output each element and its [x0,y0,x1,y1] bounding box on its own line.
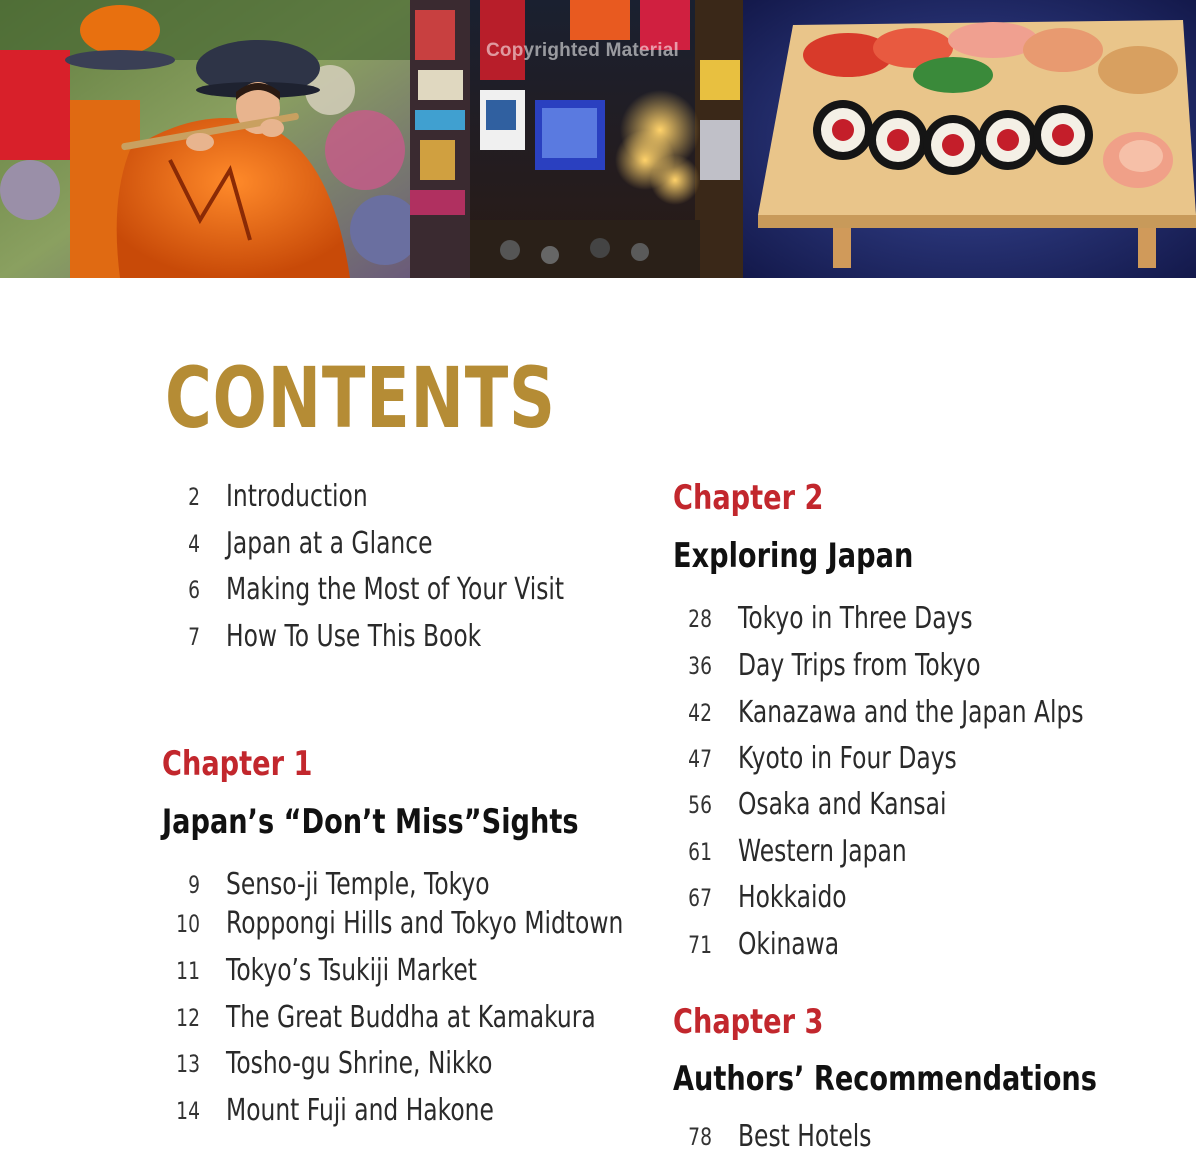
toc-page-number: 4 [188,530,200,558]
chapter2-title: Exploring Japan [673,536,914,576]
chapter3-title: Authors’ Recommendations [673,1059,1097,1099]
toc-entry-title: Mount Fuji and Hakone [226,1093,494,1128]
toc-page-number: 6 [188,576,200,604]
festival-flute-player-photo [0,0,410,278]
chapter1-kicker: Chapter 1 [162,744,313,784]
toc-page-number: 47 [688,745,712,773]
toc-entry-title: Japan at a Glance [226,526,433,561]
toc-page-number: 78 [688,1123,712,1151]
chapter2-kicker: Chapter 2 [673,478,824,518]
toc-page-number: 14 [176,1097,200,1125]
toc-entry-title: Tokyo in Three Days [738,601,973,636]
toc-entry-title: The Great Buddha at Kamakura [226,1000,596,1035]
toc-entry-title: Tosho-gu Shrine, Nikko [226,1046,493,1081]
toc-page-number: 67 [688,884,712,912]
toc-entry-title: Kanazawa and the Japan Alps [738,695,1084,730]
toc-page-number: 11 [176,957,200,985]
toc-page-number: 61 [688,838,712,866]
toc-page-number: 10 [176,910,200,938]
toc-page-number: 42 [688,699,712,727]
photo-banner [0,0,1196,278]
toc-entry-title: Roppongi Hills and Tokyo Midtown [226,906,624,941]
toc-entry-title: Osaka and Kansai [738,787,947,822]
toc-page-number: 36 [688,652,712,680]
toc-page-number: 71 [688,931,712,959]
toc-page-number: 56 [688,791,712,819]
copyright-watermark: Copyrighted Material [486,40,679,61]
chapter1-title: Japan’s “Don’t Miss”Sights [162,802,579,842]
contents-title: CONTENTS [165,349,556,447]
toc-entry-title: Making the Most of Your Visit [226,572,565,607]
toc-page-number: 12 [176,1004,200,1032]
toc-entry-title: Okinawa [738,927,840,962]
toc-entry-title: Tokyo’s Tsukiji Market [226,953,477,988]
toc-entry-title: How To Use This Book [226,619,482,654]
toc-page-number: 13 [176,1050,200,1078]
toc-page-number: 28 [688,605,712,633]
toc-entry-title: Day Trips from Tokyo [738,648,981,683]
toc-entry-title: Introduction [226,479,368,514]
toc-entry-title: Senso-ji Temple, Tokyo [226,867,490,902]
toc-page-number: 7 [188,623,200,651]
toc-page-number: 9 [188,871,200,899]
toc-page-number: 2 [188,483,200,511]
sushi-platter-photo [743,0,1196,278]
toc-entry-title: Best Hotels [738,1119,872,1154]
toc-entry-title: Western Japan [738,834,907,869]
chapter3-kicker: Chapter 3 [673,1002,824,1042]
toc-entry-title: Hokkaido [738,880,847,915]
toc-entry-title: Kyoto in Four Days [738,741,957,776]
